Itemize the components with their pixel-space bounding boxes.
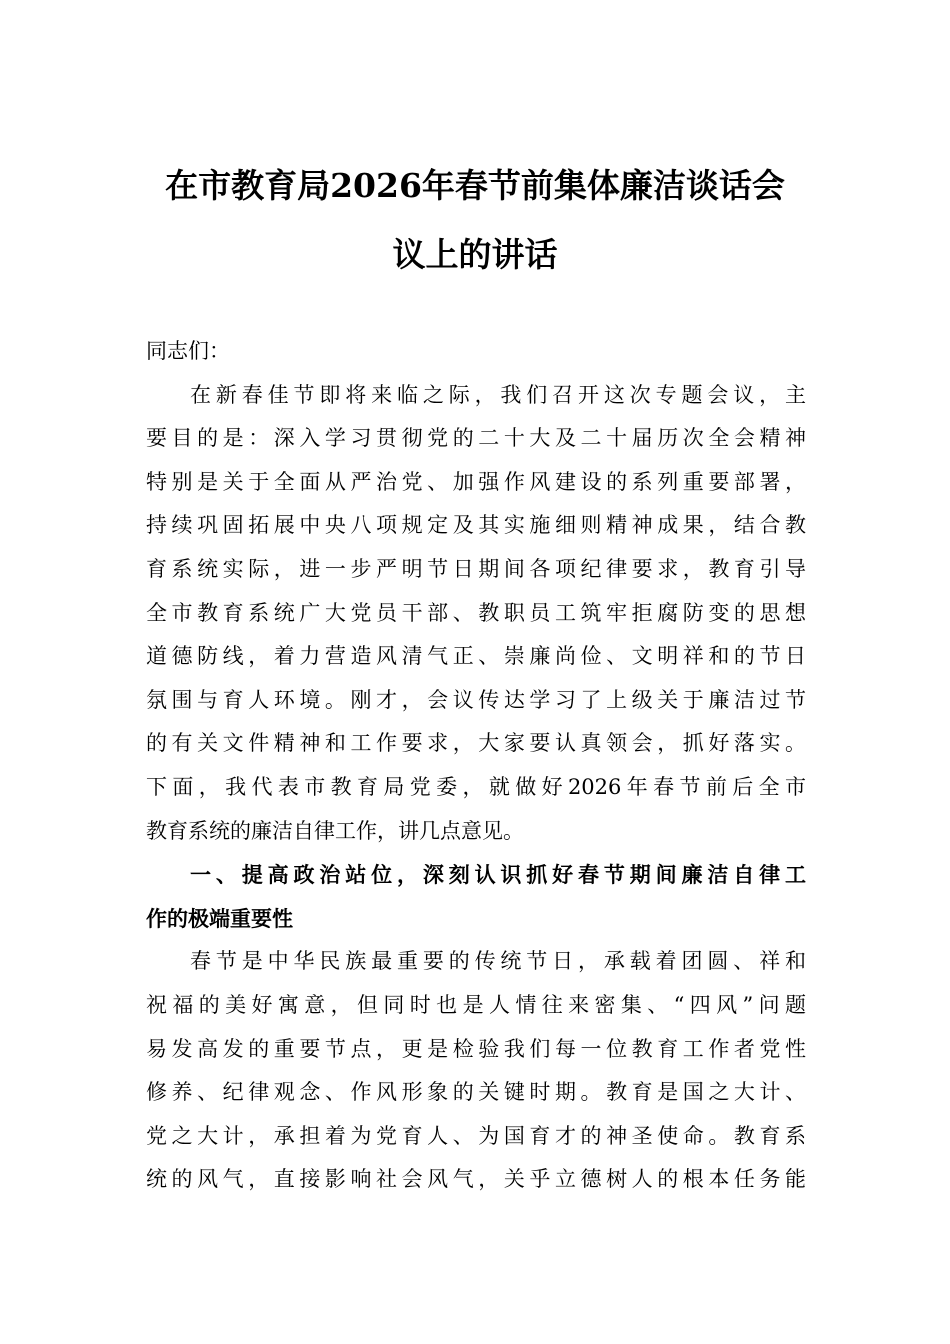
text-line: 在新春佳节即将来临之际，我们召开这次专题会议，主 — [190, 382, 806, 407]
document-title-line-2: 议上的讲话 — [392, 235, 558, 274]
text-line: 全市教育系统广大党员干部、教职员工筑牢拒腐防变的思想 — [146, 600, 806, 625]
text-line: 祝福的美好寓意，但同时也是人情往来密集、“四风”问题 — [146, 992, 806, 1017]
text-line: 要目的是：深入学习贯彻党的二十大及二十届历次全会精神 — [146, 426, 806, 451]
text-line: 修养、纪律观念、作风形象的关键时期。教育是国之大计、 — [146, 1080, 806, 1105]
text-line: 统的风气，直接影响社会风气，关乎立德树人的根本任务能 — [146, 1167, 806, 1192]
section-heading-1 — [146, 853, 806, 940]
paragraph-section-1 — [146, 940, 806, 1202]
text-line: 易发高发的重要节点，更是检验我们每一位教育工作者党性 — [146, 1036, 806, 1061]
text-line: 下面，我代表市教育局党委，就做好2026年春节前后全市 — [146, 774, 806, 799]
document-title-line-1: 在市教育局2026年春节前集体廉洁谈话会 — [165, 166, 785, 205]
text-line: 教育系统的廉洁自律工作，讲几点意见。 — [146, 818, 524, 843]
text-line: 春节是中华民族最重要的传统节日，承载着团圆、祥和 — [190, 949, 806, 974]
text-line: 特别是关于全面从严治党、加强作风建设的系列重要部署， — [146, 469, 806, 494]
paragraph-intro — [146, 374, 806, 854]
document-body — [146, 330, 806, 1202]
text-line: 的有关文件精神和工作要求，大家要认真领会，抓好落实。 — [146, 731, 806, 756]
text-line: 持续巩固拓展中央八项规定及其实施细则精神成果，结合教 — [146, 513, 806, 538]
text-line: 氛围与育人环境。刚才，会议传达学习了上级关于廉洁过节 — [146, 687, 806, 712]
text-line: 党之大计，承担着为党育人、为国育才的神圣使命。教育系 — [146, 1123, 806, 1148]
salutation: 同志们： — [146, 339, 230, 363]
text-line: 一、提高政治站位，深刻认识抓好春节期间廉洁自律工 — [190, 862, 806, 888]
text-line: 育系统实际，进一步严明节日期间各项纪律要求，教育引导 — [146, 556, 806, 581]
text-line: 作的极端重要性 — [146, 905, 293, 931]
text-line: 道德防线，着力营造风清气正、崇廉尚俭、文明祥和的节日 — [146, 644, 806, 669]
